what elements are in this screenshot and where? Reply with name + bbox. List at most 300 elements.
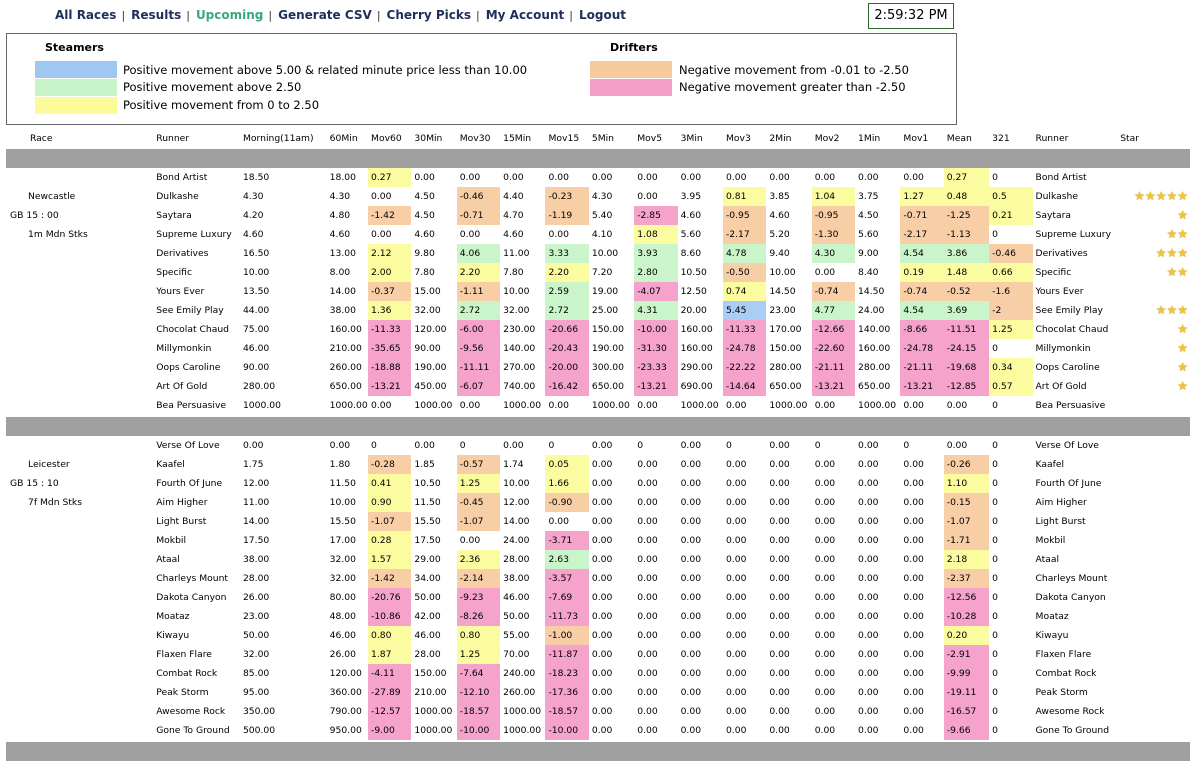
- table-row[interactable]: [6, 225, 1190, 244]
- runner-name-right[interactable]: Fourth Of June: [1035, 478, 1102, 489]
- value-cell: 740.00: [503, 381, 536, 392]
- value-cell: 90.00: [414, 343, 441, 354]
- runner-name[interactable]: Supreme Luxury: [156, 229, 232, 240]
- runner-name-right[interactable]: Awesome Rock: [1035, 706, 1105, 717]
- table-row[interactable]: [6, 282, 1190, 301]
- value-cell: -11.87: [545, 645, 588, 664]
- runner-name[interactable]: Awesome Rock: [156, 706, 226, 717]
- value-cell: -13.21: [900, 377, 943, 396]
- race-info-cell: GB 15 : 00: [10, 210, 59, 221]
- value-cell: 18.00: [329, 172, 356, 183]
- value-cell: 1000.00: [503, 706, 542, 717]
- nav-my-account[interactable]: My Account: [485, 8, 565, 22]
- runner-name[interactable]: Mokbil: [156, 535, 187, 546]
- runner-name-right[interactable]: Kaafel: [1035, 459, 1065, 470]
- value-cell: 0.00: [814, 535, 836, 546]
- value-cell: 8.00: [329, 267, 351, 278]
- value-cell: 0.00: [725, 649, 747, 660]
- runner-name[interactable]: Combat Rock: [156, 668, 218, 679]
- value-cell: 0: [992, 706, 999, 717]
- value-cell: 15.00: [414, 286, 441, 297]
- column-header[interactable]: Star: [1120, 132, 1140, 144]
- value-cell: -6.00: [457, 320, 500, 339]
- value-cell: 170.00: [769, 324, 802, 335]
- value-cell: 0.00: [548, 229, 569, 240]
- nav-logout[interactable]: Logout: [578, 8, 626, 22]
- runner-name[interactable]: Dakota Canyon: [156, 592, 227, 603]
- value-cell: 4.77: [812, 301, 855, 320]
- column-header[interactable]: Mov5: [637, 132, 663, 144]
- value-cell: 5.20: [769, 229, 790, 240]
- value-cell: -9.23: [457, 588, 500, 607]
- race-separator-cell: [6, 149, 1190, 168]
- table-row[interactable]: [6, 396, 1190, 415]
- value-cell: 0.00: [459, 229, 481, 240]
- nav-separator: |: [569, 9, 573, 22]
- value-cell: 0.00: [591, 554, 613, 565]
- value-cell: 0: [992, 687, 999, 698]
- value-cell: 0.00: [725, 516, 747, 527]
- value-cell: 18.50: [242, 172, 270, 183]
- star-icon: ★: [1144, 188, 1156, 203]
- runner-name[interactable]: Flaxen Flare: [156, 649, 212, 660]
- table-row[interactable]: [6, 493, 1190, 512]
- value-cell: 0.00: [858, 172, 879, 183]
- star-rating: [1117, 607, 1190, 626]
- value-cell: 0: [459, 440, 466, 451]
- value-cell: 24.00: [503, 535, 530, 546]
- legend-text-blue: Positive movement above 5.00 & related minute price less than 10.00: [123, 63, 528, 77]
- runner-name[interactable]: Art Of Gold: [156, 381, 208, 392]
- runner-name-right[interactable]: Bea Persuasive: [1035, 400, 1106, 411]
- value-cell: 0.41: [368, 474, 411, 493]
- value-cell: 160.00: [680, 324, 713, 335]
- table-row[interactable]: [6, 588, 1190, 607]
- value-cell: -18.88: [368, 358, 411, 377]
- value-cell: -13.21: [812, 377, 855, 396]
- nav-separator: |: [186, 9, 190, 22]
- column-header[interactable]: 60Min: [329, 132, 358, 144]
- star-rating: [1117, 588, 1190, 607]
- value-cell: -21.11: [900, 358, 943, 377]
- value-cell: -27.89: [368, 683, 411, 702]
- runner-name[interactable]: Chocolat Chaud: [156, 324, 229, 335]
- star-rating: [1117, 626, 1190, 645]
- table-row[interactable]: [6, 206, 1190, 225]
- runner-name[interactable]: Dulkashe: [156, 191, 199, 202]
- table-row[interactable]: [6, 721, 1190, 740]
- runner-name-right[interactable]: Flaxen Flare: [1035, 649, 1092, 660]
- value-cell: 10.50: [414, 478, 441, 489]
- value-cell: 1.36: [368, 301, 411, 320]
- value-cell: 55.00: [503, 630, 530, 641]
- runner-name[interactable]: Fourth Of June: [156, 478, 223, 489]
- value-cell: -12.10: [457, 683, 500, 702]
- value-cell: 0.00: [769, 172, 790, 183]
- runner-name-right[interactable]: Oops Caroline: [1035, 362, 1100, 373]
- value-cell: 2.59: [545, 282, 588, 301]
- value-cell: 0.00: [769, 573, 790, 584]
- column-header[interactable]: 321: [992, 132, 1010, 144]
- table-row[interactable]: [6, 550, 1190, 569]
- race-info-cell: [6, 683, 153, 702]
- runner-name[interactable]: Moataz: [156, 611, 190, 622]
- table-row[interactable]: [6, 607, 1190, 626]
- column-header[interactable]: Runner: [1035, 132, 1069, 144]
- table-row[interactable]: [6, 301, 1190, 320]
- runner-name-right[interactable]: Verse Of Love: [1035, 440, 1099, 451]
- value-cell: 280.00: [858, 362, 891, 373]
- value-cell: 0.27: [944, 168, 989, 187]
- value-cell: 10.00: [503, 286, 530, 297]
- value-cell: 11.00: [242, 497, 270, 508]
- value-cell: 0.00: [814, 630, 836, 641]
- value-cell: 1000.00: [329, 400, 368, 411]
- runner-name-right[interactable]: Bond Artist: [1035, 172, 1087, 183]
- value-cell: 0.00: [459, 400, 481, 411]
- value-cell: -16.57: [944, 702, 989, 721]
- table-row[interactable]: [6, 664, 1190, 683]
- table-row[interactable]: [6, 455, 1190, 474]
- star-rating: [1117, 683, 1190, 702]
- value-cell: 0.00: [858, 687, 879, 698]
- value-cell: -0.95: [723, 206, 766, 225]
- race-info-cell: [6, 244, 153, 263]
- value-cell: 1000.00: [414, 400, 453, 411]
- runner-name-right[interactable]: Ataal: [1035, 554, 1060, 565]
- runner-name-right[interactable]: Chocolat Chaud: [1035, 324, 1109, 335]
- runner-name[interactable]: Derivatives: [156, 248, 209, 259]
- star-rating: [1117, 702, 1190, 721]
- table-row[interactable]: [6, 320, 1190, 339]
- runner-name[interactable]: Bond Artist: [156, 172, 208, 183]
- runner-name-right[interactable]: Yours Ever: [1035, 286, 1084, 297]
- runner-name[interactable]: Kaafel: [156, 459, 185, 470]
- value-cell: 0.00: [946, 400, 968, 411]
- star-rating: [1117, 244, 1190, 263]
- value-cell: 0: [992, 611, 999, 622]
- value-cell: -0.46: [457, 187, 500, 206]
- value-cell: 0.00: [769, 478, 790, 489]
- runner-name[interactable]: Peak Storm: [156, 687, 209, 698]
- runner-name-right[interactable]: Dakota Canyon: [1035, 592, 1106, 603]
- value-cell: 0.00: [680, 478, 702, 489]
- runner-name[interactable]: Gone To Ground: [156, 725, 230, 736]
- value-cell: 1.80: [329, 459, 351, 470]
- table-row[interactable]: [6, 569, 1190, 588]
- value-cell: 210.00: [329, 343, 362, 354]
- value-cell: -11.73: [545, 607, 588, 626]
- value-cell: 0.00: [725, 400, 747, 411]
- value-cell: 32.00: [414, 305, 441, 316]
- value-cell: 0.00: [591, 497, 613, 508]
- table-row[interactable]: [6, 339, 1190, 358]
- runner-name-right[interactable]: Kiwayu: [1035, 630, 1069, 641]
- legend-text-pink: Negative movement greater than -2.50: [679, 80, 906, 94]
- runner-name[interactable]: Verse Of Love: [156, 440, 220, 451]
- star-rating: [1117, 377, 1190, 396]
- nav-separator: |: [476, 9, 480, 22]
- runner-name[interactable]: Bea Persuasive: [156, 400, 227, 411]
- value-cell: -18.23: [545, 664, 588, 683]
- value-cell: -11.11: [457, 358, 500, 377]
- table-row[interactable]: [6, 436, 1190, 455]
- column-header[interactable]: 5Min: [591, 132, 614, 144]
- runner-name[interactable]: Yours Ever: [156, 286, 205, 297]
- value-cell: 150.00: [591, 324, 624, 335]
- value-cell: 3.75: [858, 191, 879, 202]
- value-cell: -10.00: [545, 721, 588, 740]
- value-cell: 0: [992, 497, 999, 508]
- value-cell: 0.00: [591, 687, 613, 698]
- value-cell: 0.00: [637, 649, 658, 660]
- table-row[interactable]: [6, 263, 1190, 282]
- value-cell: 140.00: [858, 324, 891, 335]
- runner-name[interactable]: Millymonkin: [156, 343, 212, 354]
- column-header[interactable]: Runner: [156, 132, 190, 144]
- value-cell: -35.65: [368, 339, 411, 358]
- value-cell: 0.00: [591, 668, 613, 679]
- value-cell: -9.00: [368, 721, 411, 740]
- column-header[interactable]: 3Min: [680, 132, 703, 144]
- value-cell: 3.95: [680, 191, 702, 202]
- race-separator-cell: [6, 417, 1190, 436]
- value-cell: 0.00: [858, 516, 879, 527]
- table-row[interactable]: [6, 645, 1190, 664]
- value-cell: 280.00: [242, 381, 276, 392]
- runner-name[interactable]: Aim Higher: [156, 497, 208, 508]
- table-header-row: [6, 129, 1190, 147]
- runner-name-right[interactable]: Derivatives: [1035, 248, 1088, 259]
- value-cell: -2.17: [900, 225, 943, 244]
- runner-name-right[interactable]: See Emily Play: [1035, 305, 1103, 316]
- value-cell: -22.60: [812, 339, 855, 358]
- column-header[interactable]: Mov60: [371, 132, 402, 144]
- value-cell: -0.95: [812, 206, 855, 225]
- runner-name[interactable]: Charleys Mount: [156, 573, 229, 584]
- value-cell: 0: [903, 440, 910, 451]
- value-cell: 4.50: [414, 191, 435, 202]
- value-cell: 0.00: [725, 478, 747, 489]
- runner-name-right[interactable]: Art Of Gold: [1035, 381, 1087, 392]
- nav-all-races[interactable]: All Races: [55, 8, 117, 22]
- race-info-cell: GB 15 : 10: [10, 478, 59, 489]
- value-cell: 7.80: [503, 267, 524, 278]
- value-cell: 0.00: [725, 497, 747, 508]
- value-cell: 0: [992, 535, 999, 546]
- value-cell: 28.00: [503, 554, 530, 565]
- star-icon: ★: [1166, 264, 1178, 279]
- race-info-cell: 7f Mdn Stks: [28, 497, 83, 508]
- race-info-cell: [6, 702, 153, 721]
- value-cell: 19.00: [591, 286, 619, 297]
- value-cell: 1.27: [900, 187, 943, 206]
- value-cell: 14.00: [329, 286, 356, 297]
- runner-name-right[interactable]: Light Burst: [1035, 516, 1086, 527]
- runner-name-right[interactable]: Moataz: [1035, 611, 1069, 622]
- star-rating: [1117, 512, 1190, 531]
- value-cell: 0.90: [368, 493, 411, 512]
- value-cell: 1.57: [368, 550, 411, 569]
- runner-name-right[interactable]: Supreme Luxury: [1035, 229, 1112, 240]
- table-row[interactable]: [6, 626, 1190, 645]
- race-info-cell: [6, 512, 153, 531]
- value-cell: 4.54: [900, 244, 943, 263]
- column-header[interactable]: Mov15: [548, 132, 580, 144]
- race-info-cell: [6, 301, 153, 320]
- value-cell: 0: [992, 649, 999, 660]
- star-rating: [1117, 550, 1190, 569]
- runner-name[interactable]: Oops Caroline: [156, 362, 221, 373]
- value-cell: 4.50: [858, 210, 879, 221]
- value-cell: 26.00: [329, 649, 356, 660]
- value-cell: -1.11: [457, 282, 500, 301]
- table-row[interactable]: [6, 168, 1190, 187]
- value-cell: 80.00: [329, 592, 356, 603]
- value-cell: 0.00: [903, 573, 924, 584]
- nav-generate-csv[interactable]: Generate CSV: [278, 8, 372, 22]
- runner-name-right[interactable]: Saytara: [1035, 210, 1072, 221]
- value-cell: 1.75: [242, 459, 264, 470]
- runner-name[interactable]: Specific: [156, 267, 192, 278]
- value-cell: 1.66: [545, 474, 588, 493]
- value-cell: -1.00: [545, 626, 588, 645]
- value-cell: 0.00: [680, 649, 702, 660]
- value-cell: 260.00: [503, 687, 536, 698]
- value-cell: 350.00: [242, 706, 276, 717]
- value-cell: -3.71: [545, 531, 588, 550]
- value-cell: 85.00: [242, 668, 270, 679]
- star-icon: ★: [1155, 302, 1167, 317]
- runner-name-right[interactable]: Dulkashe: [1035, 191, 1079, 202]
- nav-upcoming[interactable]: Upcoming: [195, 8, 264, 22]
- runner-name-right[interactable]: Peak Storm: [1035, 687, 1088, 698]
- table-row[interactable]: [6, 187, 1190, 206]
- star-rating: [1117, 436, 1190, 455]
- value-cell: 8.40: [858, 267, 879, 278]
- value-cell: 4.78: [723, 244, 766, 263]
- runner-name-right[interactable]: Charleys Mount: [1035, 573, 1108, 584]
- value-cell: 0.00: [680, 554, 702, 565]
- column-header[interactable]: Mov1: [903, 132, 929, 144]
- table-row[interactable]: [6, 244, 1190, 263]
- value-cell: -7.64: [457, 664, 500, 683]
- table-row[interactable]: [6, 702, 1190, 721]
- nav-separator: |: [268, 9, 273, 22]
- value-cell: 0.00: [814, 400, 836, 411]
- star-rating: [1117, 569, 1190, 588]
- value-cell: -0.23: [545, 187, 588, 206]
- value-cell: 0.00: [637, 516, 658, 527]
- value-cell: 0.00: [637, 478, 658, 489]
- race-info-cell: [6, 396, 153, 415]
- table-row[interactable]: [6, 377, 1190, 396]
- value-cell: 0.00: [637, 459, 658, 470]
- column-header[interactable]: Mean: [946, 132, 972, 144]
- value-cell: 0.00: [814, 649, 836, 660]
- value-cell: 28.00: [414, 649, 441, 660]
- runner-name[interactable]: Light Burst: [156, 516, 207, 527]
- column-header[interactable]: 1Min: [858, 132, 881, 144]
- value-cell: 1000.00: [680, 400, 719, 411]
- runner-name[interactable]: Kiwayu: [156, 630, 190, 641]
- column-header[interactable]: Mov2: [814, 132, 840, 144]
- value-cell: 32.00: [242, 649, 270, 660]
- value-cell: 0.00: [680, 440, 702, 451]
- value-cell: -0.74: [900, 282, 943, 301]
- runner-name-right[interactable]: Mokbil: [1035, 535, 1066, 546]
- value-cell: 0: [992, 229, 999, 240]
- runner-name-right[interactable]: Specific: [1035, 267, 1072, 278]
- value-cell: 46.00: [329, 630, 356, 641]
- value-cell: 4.60: [769, 210, 790, 221]
- value-cell: 0.00: [903, 516, 924, 527]
- value-cell: 95.00: [242, 687, 270, 698]
- value-cell: 240.00: [503, 668, 536, 679]
- runner-name-right[interactable]: Millymonkin: [1035, 343, 1091, 354]
- value-cell: 0.00: [591, 573, 613, 584]
- nav-cherry-picks[interactable]: Cherry Picks: [386, 8, 471, 22]
- table-row[interactable]: [6, 683, 1190, 702]
- runner-name-right[interactable]: Gone To Ground: [1035, 725, 1110, 736]
- table-row[interactable]: [6, 531, 1190, 550]
- nav-results[interactable]: Results: [131, 8, 182, 22]
- legend-panel: [6, 33, 957, 125]
- legend-swatch-pink: [590, 79, 672, 96]
- runner-name[interactable]: See Emily Play: [156, 305, 224, 316]
- runner-name[interactable]: Ataal: [156, 554, 180, 565]
- column-header[interactable]: 30Min: [414, 132, 443, 144]
- value-cell: -0.90: [545, 493, 588, 512]
- value-cell: -0.28: [368, 455, 411, 474]
- table-row[interactable]: [6, 358, 1190, 377]
- value-cell: 0.00: [858, 535, 879, 546]
- value-cell: 28.00: [242, 573, 270, 584]
- value-cell: 0.00: [725, 630, 747, 641]
- value-cell: 0.00: [548, 172, 569, 183]
- column-header[interactable]: Morning(11am): [242, 132, 314, 144]
- value-cell: 38.00: [503, 573, 530, 584]
- column-header[interactable]: 2Min: [769, 132, 792, 144]
- value-cell: -4.07: [634, 282, 677, 301]
- value-cell: 46.00: [414, 630, 441, 641]
- column-header[interactable]: Race: [30, 132, 53, 144]
- value-cell: 160.00: [680, 343, 713, 354]
- column-header[interactable]: 15Min: [503, 132, 532, 144]
- value-cell: 0.00: [858, 706, 879, 717]
- star-rating: [1117, 721, 1190, 740]
- value-cell: 0.00: [503, 440, 524, 451]
- runner-name-right[interactable]: Combat Rock: [1035, 668, 1097, 679]
- value-cell: 0.00: [680, 497, 702, 508]
- value-cell: 0.00: [858, 573, 879, 584]
- table-row[interactable]: [6, 474, 1190, 493]
- value-cell: -1.71: [944, 531, 989, 550]
- value-cell: 1.08: [634, 225, 677, 244]
- runner-name-right[interactable]: Aim Higher: [1035, 497, 1087, 508]
- value-cell: 8.60: [680, 248, 702, 259]
- value-cell: 4.60: [329, 229, 351, 240]
- table-row[interactable]: [6, 512, 1190, 531]
- star-icon: ★: [1177, 245, 1188, 260]
- value-cell: 50.00: [414, 592, 441, 603]
- column-header[interactable]: Mov3: [725, 132, 751, 144]
- column-header[interactable]: Mov30: [459, 132, 491, 144]
- value-cell: 11.00: [503, 248, 530, 259]
- runner-name[interactable]: Saytara: [156, 210, 192, 221]
- value-cell: -7.69: [545, 588, 588, 607]
- star-icon: ★: [1177, 302, 1188, 317]
